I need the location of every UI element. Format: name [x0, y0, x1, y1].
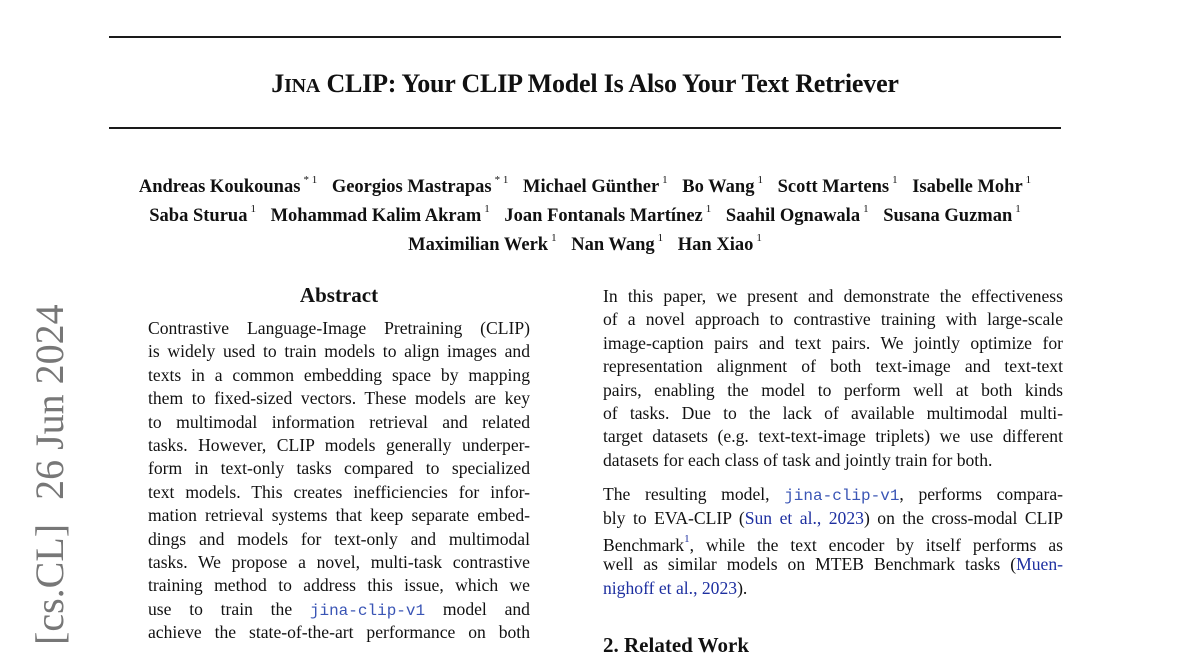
- citation-link[interactable]: Muen-: [1016, 554, 1063, 575]
- author: Mohammad Kalim Akram $^1$: [270, 203, 490, 227]
- author: Andreas Koukounas $^{* 1}$: [138, 174, 318, 198]
- abstract-line: them to fixed-sized vectors. These models are key: [148, 388, 530, 409]
- author: Saahil Ognawala $^1$: [725, 203, 869, 227]
- author-list: [60, 170, 1110, 257]
- abstract-line: Contrastive Language-Image Pretraining (CLIP): [148, 318, 530, 338]
- abstract-line: tasks. However, CLIP models generally underper-: [148, 434, 530, 455]
- intro-line-with-citation: nighoff et al., 2023).: [603, 577, 748, 598]
- abstract-body: [148, 317, 530, 644]
- intro-line-with-citation: well as similar models on MTEB Benchmark tasks (Muen-: [603, 554, 1063, 575]
- author: Saba Sturua $^1$: [149, 203, 256, 227]
- citation-link[interactable]: Sun et al., 2023: [744, 507, 864, 528]
- author: Joan Fontanals Martínez $^1$: [504, 203, 712, 227]
- author: Isabelle Mohr $^1$: [912, 174, 1032, 198]
- citation-link[interactable]: nighoff et al., 2023: [603, 577, 738, 598]
- intro-line-with-code: The resulting model, jina-clip-v1, performs compara-: [603, 484, 1064, 506]
- intro-line: image-caption pairs and text pairs. We jointly optimize for: [603, 332, 1063, 353]
- title-rest: CLIP: Your CLIP Model Is Also Your Text Retriever: [320, 69, 899, 98]
- abstract-line-with-code: use to train the jina-clip-v1 model and: [148, 598, 530, 620]
- title-small-caps: INA: [284, 75, 321, 97]
- abstract-line: is widely used to train models to align images and: [148, 341, 530, 362]
- author: Nan Wang $^1$: [571, 232, 664, 256]
- paper-title: [109, 66, 1061, 104]
- author: Susana Guzman $^1$: [883, 203, 1021, 227]
- abstract-line: to multimodal information retrieval and related: [148, 411, 530, 432]
- author: Georgios Mastrapas $^{* 1}$: [331, 174, 509, 198]
- abstract-heading: Abstract: [299, 283, 379, 307]
- intro-line: representation alignment of both text-image and text-text: [603, 356, 1063, 377]
- author: Maximilian Werk $^1$: [408, 232, 557, 256]
- author: Michael Günther $^1$: [523, 174, 668, 198]
- introduction-column: [603, 285, 1063, 600]
- intro-line: target datasets (e.g. text-text-image triplets) we use different: [603, 426, 1063, 447]
- author: Han Xiao $^1$: [677, 232, 762, 256]
- title-bottom-rule: [109, 127, 1061, 129]
- intro-line-with-citation: bly to EVA-CLIP (Sun et al., 2023) on the cross-modal CLIP: [603, 507, 1063, 528]
- title-first-letter: J: [271, 69, 285, 98]
- intro-line: datasets for each class of task and jointly train for both.: [603, 449, 993, 470]
- author-line-1: [60, 170, 1110, 199]
- abstract-line: tasks. We propose a novel, multi-task contrastive: [148, 551, 530, 572]
- abstract-line: mation retrieval systems that keep separate embed-: [148, 505, 530, 526]
- abstract-line: texts in a common embedding space by mapping: [148, 364, 530, 385]
- abstract-line: training method to address this issue, which we: [148, 575, 530, 596]
- abstract-line: achieve the state-of-the-art performance on both: [148, 622, 530, 643]
- arxiv-date: 26 Jun 2024: [27, 304, 72, 500]
- intro-line: pairs, enabling the model to perform well at both kinds: [603, 379, 1063, 400]
- abstract-line: text models. This creates inefficiencies for infor-: [148, 481, 530, 502]
- intro-line: of a novel approach to contrastive training with large-scale: [603, 309, 1063, 330]
- model-name-code: jina-clip-v1: [309, 601, 426, 620]
- model-name-code: jina-clip-v1: [784, 487, 900, 506]
- arxiv-category: [cs.CL]: [27, 523, 72, 645]
- title-top-rule: [109, 36, 1061, 38]
- section-heading-related-work: 2. Related Work: [603, 633, 750, 657]
- author: Bo Wang $^1$: [682, 174, 763, 198]
- author-line-2: [60, 199, 1110, 228]
- author: Scott Martens $^1$: [777, 174, 898, 198]
- intro-line: of tasks. Due to the lack of available multimodal multi-: [603, 402, 1063, 423]
- footnote-link[interactable]: 1: [684, 532, 690, 545]
- arxiv-identifier-stamp: [28, 280, 72, 645]
- abstract-line: form in text-only tasks compared to specialized: [148, 458, 530, 479]
- intro-line: In this paper, we present and demonstrate the effectiveness: [603, 286, 1063, 306]
- abstract-line: dings and models for text-only and multimodal: [148, 528, 530, 549]
- intro-line-with-footnote: Benchmark$^1$, while the text encoder by itself performs as: [603, 532, 1063, 555]
- author-line-3: [60, 228, 1110, 257]
